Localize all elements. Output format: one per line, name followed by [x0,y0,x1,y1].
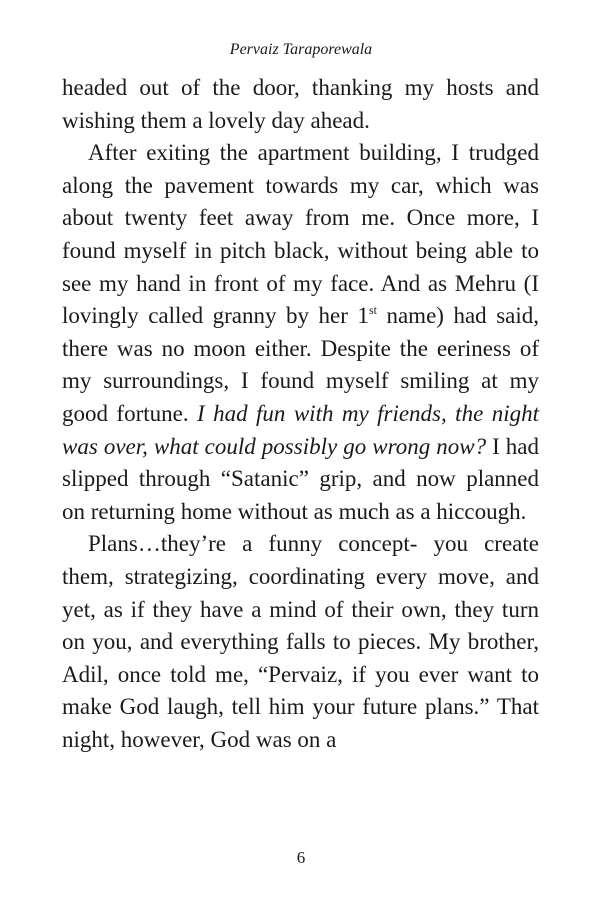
body-text [62,72,539,756]
paragraph-2-text-c: I had slipped through “Satanic” grip, and now planned on returning home without as much as a hiccough. [62,433,540,524]
ordinal-superscript: st [368,303,377,318]
paragraph-2-text-a: After exiting the apartment building, I trudged along the pavement towards my car, which was about twenty feet away from me. Once more, I found myself in pitch black, without being able to see my hand in front of my face. And as Mehru (I lovingly called granny by her 1 [62,140,539,329]
running-head-author: Pervaiz Taraporewala [229,41,373,58]
paragraph-1: headed out of the door, thanking my hosts and wishing them a lovely day ahead. [62,75,539,133]
page-number: 6 [296,848,306,867]
paragraph-2-italic-thought: I had fun with my friends, the night was over, what could possibly go wrong now? [62,400,539,459]
paragraph-2 [62,137,539,528]
paragraph-2-text-b: name) had said, there was no moon either. Despite the eeriness of my surroundings, I found myself smiling at my good fortune. [62,303,539,426]
paragraph-3: Plans…they’re a funny concept- you create them, strategizing, coordinating every move, and yet, as if they have a mind of their own, they turn on you, and everything falls to pieces. My brother, Adil, once told me, “Pervaiz, if you ever want to make God laugh, tell him your future plans.” That night, however, God was on a [62,531,539,752]
